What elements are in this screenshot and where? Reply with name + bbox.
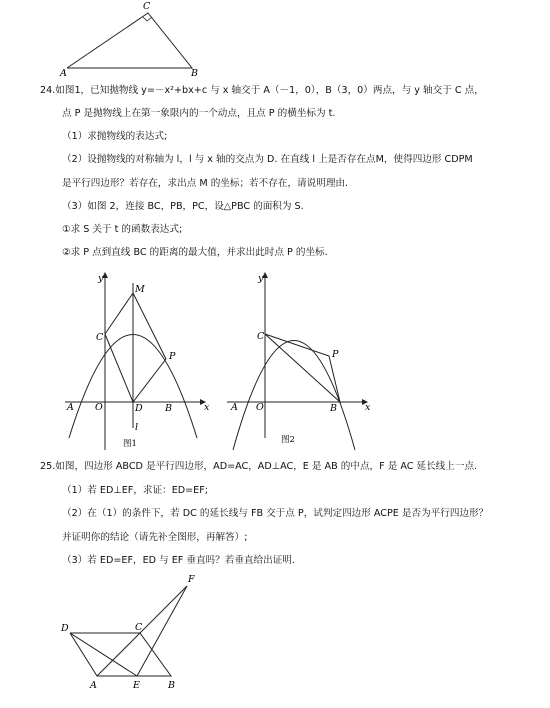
label-C: C [257,331,265,342]
q24-part1: （1）求抛物线的表达式; [62,131,168,142]
label-y: y [98,273,104,284]
label-y: y [258,273,264,284]
caption-fig2: 图2 [281,435,295,445]
caption-fig1: 图1 [123,439,137,449]
label-D: D [135,403,143,414]
figure-2 [222,268,382,453]
q24-line2: 点 P 是抛物线上在第一象限内的一个动点，且点 P 的横坐标为 t. [62,108,336,119]
label-F: F [188,574,195,585]
q24-part3: （3）如图 2，连接 BC，PB，PC，设△PBC 的面积为 S. [62,201,304,212]
quadrilateral-CDPM [105,293,166,402]
figure-1 [60,268,215,453]
q25-part2b: 并证明你的结论（请先补全图形，再解答）; [62,532,248,543]
label-P: P [169,351,176,362]
label-E: E [133,680,140,691]
triangle-edges [67,13,192,68]
label-B: B [191,68,198,79]
label-A: A [67,402,74,413]
q24-line1: 24.如图1，已知抛物线 y=－x²+bx+c 与 x 轴交于 A（－1，0），B（3，0）两点，与 y 轴交于 C 点， [40,85,484,96]
right-angle-mark [143,17,152,21]
q25-part1: （1）若 ED⊥EF，求证：ED=EF; [62,485,208,496]
q25-line1: 25.如图，四边形 ABCD 是平行四边形，AD=AC，AD⊥AC，E 是 AB 的中点，F 是 AC 延长线上一点. [40,461,478,472]
q24-sub1: ①求 S 关于 t 的函数表达式; [62,224,183,235]
label-O: O [256,402,264,413]
q25-part3: （3）若 ED=EF，ED 与 EF 垂直吗？若垂直给出证明. [62,555,295,566]
triangle-PBC [265,334,340,402]
parallelogram-figure [55,570,205,700]
label-A: A [60,68,67,79]
parallelogram-ABCD [70,633,171,676]
label-C: C [135,622,143,633]
label-D: D [61,623,69,634]
q24-part2b: 是平行四边形？若存在，求出点 M 的坐标；若不存在，请说明理由. [62,178,349,189]
label-P: P [332,349,339,360]
label-l: l [135,422,139,433]
label-C: C [96,332,104,343]
label-O: O [95,402,103,413]
label-M: M [135,284,145,295]
q24-part2a: （2）设抛物线的对称轴为 l，l 与 x 轴的交点为 D. 在直线 l 上是否存在点M，使得四边形 CDPM [62,154,473,165]
q25-part2a: （2）在（1）的条件下，若 DC 的延长线与 FB 交于点 P，试判定四边形 ACPE 是否为平行四边形？ [62,508,489,519]
label-B: B [330,403,337,414]
label-A: A [231,402,238,413]
label-A: A [90,680,97,691]
label-x: x [204,402,210,413]
segment-CF [140,586,187,633]
segment-EF [137,586,187,676]
label-B: B [165,403,172,414]
label-x: x [365,402,371,413]
top-triangle-figure [55,0,215,80]
label-C: C [143,1,151,12]
label-B: B [168,680,175,691]
q24-sub2: ②求 P 点到直线 BC 的距离的最大值，并求出此时点 P 的坐标. [62,247,328,258]
